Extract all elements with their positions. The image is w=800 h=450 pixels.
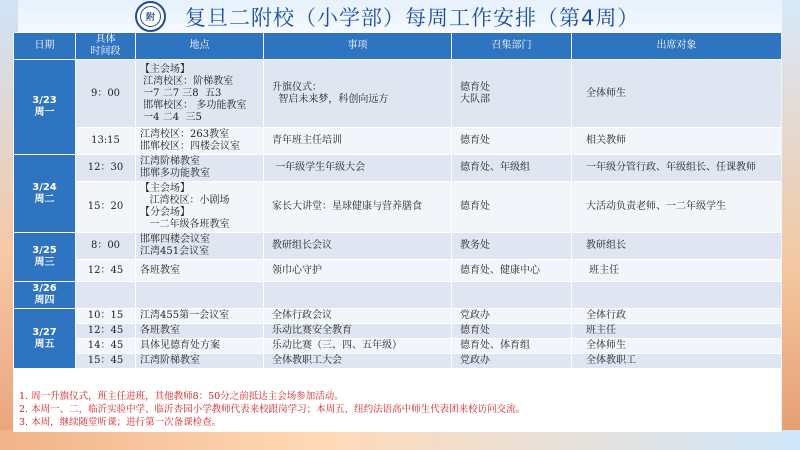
time-cell: 9：00	[76, 60, 136, 128]
header-dept: 召集部门	[452, 33, 572, 60]
attendees-cell: 班主任	[572, 324, 782, 339]
place-cell: 江湾455第一会议室	[136, 309, 264, 324]
dept-cell: 党政办	[452, 309, 572, 324]
note-item: 3. 本周，继续随堂听课；进行第一次备课检查。	[19, 417, 222, 428]
header-time: 具体 时间段	[76, 33, 136, 60]
attendees-cell	[572, 282, 782, 309]
dept-cell: 德育处	[452, 324, 572, 339]
right-decoration	[782, 0, 800, 450]
place-cell: 具体见德育处方案	[136, 339, 264, 354]
table-row	[14, 233, 782, 260]
item-cell: 升旗仪式： 智启未来梦，科创向远方	[264, 60, 452, 128]
header-item: 事项	[264, 33, 452, 60]
item-cell: 全体教职工大会	[264, 354, 452, 369]
table-row	[14, 260, 782, 282]
date-cell: 3/25 周三	[14, 233, 76, 282]
date-cell: 3/23 周一	[14, 60, 76, 155]
dept-cell: 德育处、健康中心	[452, 260, 572, 282]
place-cell	[136, 282, 264, 309]
item-cell	[264, 282, 452, 309]
table-row	[14, 60, 782, 128]
time-cell: 13:15	[76, 128, 136, 155]
place-cell: 江湾阶梯教室 邯郸多功能教室	[136, 155, 264, 182]
item-cell: 教研组长会议	[264, 233, 452, 260]
attendees-cell: 全体师生	[572, 60, 782, 128]
dept-cell: 德育处、体育组	[452, 339, 572, 354]
table-row	[14, 155, 782, 182]
dept-cell	[452, 282, 572, 309]
attendees-cell: 一年级分管行政、年级组长、任课教师	[572, 155, 782, 182]
date-cell: 3/27 周五	[14, 309, 76, 369]
time-cell	[76, 282, 136, 309]
attendees-cell: 教研组长	[572, 233, 782, 260]
place-cell: 邯郸四楼会议室 江湾451会议室	[136, 233, 264, 260]
dept-cell: 德育处	[452, 128, 572, 155]
item-cell: 乐动比赛安全教育	[264, 324, 452, 339]
attendees-cell: 大活动负责老师、一二年级学生	[572, 182, 782, 233]
school-logo	[135, 1, 166, 32]
dept-cell: 党政办	[452, 354, 572, 369]
time-cell: 14：45	[76, 339, 136, 354]
date-cell: 3/24 周二	[14, 155, 76, 233]
place-cell: 【主会场】 江湾校区：小剧场 【分会场】 一二年级各班教室	[136, 182, 264, 233]
table-row	[14, 182, 782, 233]
table-body	[14, 60, 782, 369]
attendees-cell: 相关教师	[572, 128, 782, 155]
time-cell: 8：00	[76, 233, 136, 260]
place-cell: 【主会场】 江湾校区：阶梯教室 一7 二7 三8 五3 邯郸校区： 多功能教室 一4 二4 三5	[136, 60, 264, 128]
place-cell: 各班教室	[136, 324, 264, 339]
table-row	[14, 324, 782, 339]
note-item: 2. 本周一、二，临沂实验中学、临沂杏园小学教师代表来校跟岗学习；本周五，纽约法语高中师生代表团来校访问交流。	[19, 404, 526, 415]
notes-section	[13, 387, 781, 432]
time-cell: 15：20	[76, 182, 136, 233]
table-row	[14, 128, 782, 155]
school-logo-emblem: 附	[140, 6, 161, 27]
table-header-row	[14, 33, 782, 60]
attendees-cell: 班主任	[572, 260, 782, 282]
place-cell: 各班教室	[136, 260, 264, 282]
time-cell: 12：45	[76, 260, 136, 282]
time-cell: 10：15	[76, 309, 136, 324]
time-cell: 15：45	[76, 354, 136, 369]
table-row	[14, 309, 782, 324]
dept-cell: 德育处	[452, 182, 572, 233]
page-header	[0, 0, 800, 32]
item-cell: 乐动比赛（三、四、五年级）	[264, 339, 452, 354]
header-date: 日期	[14, 33, 76, 60]
note-item: 1. 周一升旗仪式，班主任进班，其他教师8：50分之前抵达主会场参加活动。	[19, 391, 344, 402]
schedule-table-container	[13, 32, 781, 387]
time-cell: 12：30	[76, 155, 136, 182]
schedule-table	[13, 32, 781, 369]
bottom-decoration	[0, 430, 800, 450]
place-cell: 江湾校区：263教室 邯郸校区：四楼会议室	[136, 128, 264, 155]
place-cell: 江湾阶梯教室	[136, 354, 264, 369]
dept-cell: 德育处、年级组	[452, 155, 572, 182]
page-title: 复旦二附校（小学部）每周工作安排（第4周）	[185, 6, 640, 30]
attendees-cell: 全体师生	[572, 339, 782, 354]
date-cell: 3/26 周四	[14, 282, 76, 309]
header-place: 地点	[136, 33, 264, 60]
item-cell: 一年级学生年级大会	[264, 155, 452, 182]
table-row	[14, 339, 782, 354]
time-cell: 12：45	[76, 324, 136, 339]
table-row	[14, 354, 782, 369]
item-cell: 领巾心守护	[264, 260, 452, 282]
item-cell: 青年班主任培训	[264, 128, 452, 155]
attendees-cell: 全体行政	[572, 309, 782, 324]
dept-cell: 教务处	[452, 233, 572, 260]
header-attendees: 出席对象	[572, 33, 782, 60]
dept-cell: 德育处 大队部	[452, 60, 572, 128]
item-cell: 家长大讲堂：星球健康与营养膳食	[264, 182, 452, 233]
item-cell: 全体行政会议	[264, 309, 452, 324]
attendees-cell: 全体教职工	[572, 354, 782, 369]
table-row	[14, 282, 782, 309]
